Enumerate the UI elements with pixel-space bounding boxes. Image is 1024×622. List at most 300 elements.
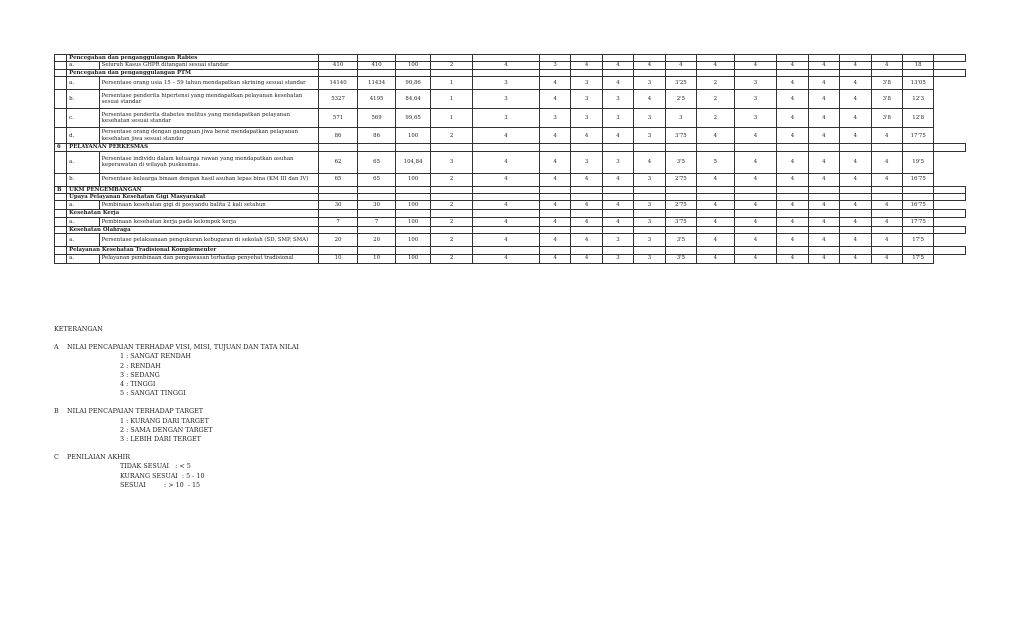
section-code	[55, 69, 67, 76]
target-value: 5327	[318, 90, 358, 109]
empty-cell	[734, 210, 777, 217]
table-row	[55, 234, 966, 247]
score-value: 3'8	[871, 90, 902, 109]
score-value: 4	[777, 77, 808, 90]
total-score: 19'5	[902, 151, 933, 173]
empty-cell	[602, 69, 633, 76]
legend-a-item: 1 : SANGAT RENDAH	[120, 352, 191, 361]
score-value: 3	[602, 109, 633, 128]
item-letter: a.	[67, 217, 99, 226]
empty-cell	[840, 210, 871, 217]
empty-cell	[431, 144, 473, 151]
empty-cell	[808, 55, 839, 62]
indicator-text: Pelayanan pembinaan dan pengawasan terhadap penyehat tradisional	[99, 254, 318, 263]
score-value: 4	[808, 151, 839, 173]
indent-cell	[55, 201, 67, 210]
percentage-value: 104,84	[395, 151, 431, 173]
empty-cell	[934, 226, 966, 233]
empty-cell	[472, 247, 539, 254]
empty-cell	[840, 226, 871, 233]
total-score: 18	[902, 62, 933, 69]
legend-c-title: PENILAIAN AKHIR	[67, 453, 131, 462]
score-value: 3	[734, 109, 777, 128]
empty-cell	[472, 55, 539, 62]
section-code: 6	[55, 144, 67, 151]
indent-cell	[55, 151, 67, 173]
score-value: 3'75	[665, 217, 696, 226]
table-body	[55, 55, 966, 264]
empty-cell	[777, 186, 808, 193]
item-letter: a.	[67, 254, 99, 263]
empty-cell	[840, 69, 871, 76]
empty-cell	[697, 55, 735, 62]
empty-cell	[634, 226, 665, 233]
empty-cell	[318, 247, 358, 254]
empty-cell	[934, 210, 966, 217]
score-value: 4	[634, 90, 665, 109]
score-value: 1	[431, 109, 473, 128]
legend-b-item: 1 : KURANG DARI TARGET	[120, 416, 209, 425]
score-value: 3	[634, 128, 665, 144]
legend-title: KETERANGAN	[54, 325, 103, 333]
indent-cell	[55, 128, 67, 144]
target-value: 62	[318, 151, 358, 173]
score-value: 4	[539, 90, 570, 109]
total-score: 17'75	[902, 128, 933, 144]
empty-cell	[395, 55, 431, 62]
score-value: 4	[871, 62, 902, 69]
total-score: 17'5	[902, 234, 933, 247]
legend-a-item: 3 : SEDANG	[120, 370, 160, 379]
empty-cell	[871, 226, 902, 233]
empty-cell	[571, 247, 602, 254]
empty-cell	[697, 144, 735, 151]
empty-cell	[602, 186, 633, 193]
empty-cell	[808, 186, 839, 193]
score-value: 4	[840, 173, 871, 186]
score-value: 4	[808, 217, 839, 226]
table-row	[55, 62, 966, 69]
section-header-row	[55, 247, 966, 254]
indent-cell	[55, 77, 67, 90]
empty-cell	[431, 194, 473, 201]
empty-cell	[777, 194, 808, 201]
section-header-row	[55, 69, 966, 76]
score-value: 4	[734, 151, 777, 173]
score-value: 3'5	[665, 151, 696, 173]
legend-a-item: 5 : SANGAT TINGGI	[120, 389, 186, 398]
empty-cell	[539, 210, 570, 217]
item-letter: a.	[67, 201, 99, 210]
empty-cell	[571, 186, 602, 193]
empty-cell	[358, 55, 396, 62]
score-value: 3	[602, 151, 633, 173]
empty-cell	[902, 186, 933, 193]
score-value: 4	[871, 151, 902, 173]
indicator-text: Persentase keluarga binaan dengan hasil asuhan lepas bina (KM III dan IV)	[99, 173, 318, 186]
section-code	[55, 194, 67, 201]
achievement-value: 410	[358, 62, 396, 69]
score-value: 3'75	[665, 128, 696, 144]
empty-cell	[602, 55, 633, 62]
empty-cell	[318, 144, 358, 151]
legend-a-title: NILAI PENCAPAIAN TERHADAP VISI, MISI, TUJUAN DAN TATA NILAI	[67, 343, 299, 352]
score-value: 2	[431, 62, 473, 69]
score-value: 4	[602, 173, 633, 186]
empty-cell	[734, 194, 777, 201]
score-value: 4	[539, 201, 570, 210]
legend-c-item: TIDAK SESUAI : < 5	[120, 462, 191, 471]
score-value: 3'5	[665, 254, 696, 263]
score-value: 3	[634, 173, 665, 186]
score-value: 3	[634, 254, 665, 263]
score-value: 4	[539, 217, 570, 226]
empty-cell	[665, 247, 696, 254]
section-header-row	[55, 210, 966, 217]
empty-cell	[871, 210, 902, 217]
item-letter: a.	[67, 151, 99, 173]
score-value: 4	[634, 62, 665, 69]
score-value: 3	[571, 90, 602, 109]
empty-cell	[934, 186, 966, 193]
table-row	[55, 109, 966, 128]
score-value: 4	[472, 234, 539, 247]
score-value: 4	[634, 151, 665, 173]
empty-cell	[318, 186, 358, 193]
score-value: 4	[602, 201, 633, 210]
section-header-row	[55, 144, 966, 151]
score-value: 3	[571, 151, 602, 173]
section-label: Pencegahan dan penganggulangan PTM	[67, 69, 319, 76]
total-score: 17'75	[902, 217, 933, 226]
score-value: 3	[634, 234, 665, 247]
empty-cell	[571, 226, 602, 233]
section-code	[55, 55, 67, 62]
score-value: 3	[431, 151, 473, 173]
empty-cell	[431, 247, 473, 254]
score-value: 4	[840, 62, 871, 69]
empty-cell	[871, 144, 902, 151]
percentage-value: 100	[395, 201, 431, 210]
legend-section-a	[54, 343, 299, 398]
score-value: 4	[734, 173, 777, 186]
achievement-value: 10	[358, 254, 396, 263]
section-code	[55, 247, 67, 254]
score-value: 4	[602, 128, 633, 144]
achievement-value: 569	[358, 109, 396, 128]
empty-cell	[697, 194, 735, 201]
empty-cell	[777, 69, 808, 76]
score-value: 4	[539, 173, 570, 186]
score-value: 2	[697, 109, 735, 128]
score-value: 4	[840, 234, 871, 247]
score-value: 4	[697, 234, 735, 247]
empty-cell	[777, 247, 808, 254]
section-label: UKM PENGEMBANGAN	[67, 186, 319, 193]
score-value: 4	[734, 62, 777, 69]
item-letter: a.	[67, 77, 99, 90]
score-value: 4	[777, 62, 808, 69]
score-value: 4	[777, 128, 808, 144]
score-value: 3	[472, 77, 539, 90]
section-header-row	[55, 226, 966, 233]
indicator-text: Pembinaan kesehatan kerja pada kelompok kerja	[99, 217, 318, 226]
empty-cell	[634, 144, 665, 151]
indent-cell	[55, 254, 67, 263]
score-value: 4	[808, 254, 839, 263]
empty-cell	[734, 226, 777, 233]
score-value: 4	[697, 128, 735, 144]
target-value: 14140	[318, 77, 358, 90]
achievement-value: 30	[358, 201, 396, 210]
empty-cell	[395, 210, 431, 217]
empty-cell	[665, 210, 696, 217]
empty-cell	[431, 186, 473, 193]
achievement-value: 20	[358, 234, 396, 247]
empty-cell	[665, 55, 696, 62]
empty-cell	[871, 194, 902, 201]
score-value: 3	[602, 234, 633, 247]
empty-cell	[934, 69, 966, 76]
score-value: 4	[840, 128, 871, 144]
score-value: 4	[734, 234, 777, 247]
empty-cell	[602, 247, 633, 254]
score-value: 3	[539, 62, 570, 69]
empty-cell	[358, 186, 396, 193]
target-value: 30	[318, 201, 358, 210]
total-score: 13'05	[902, 77, 933, 90]
item-letter: b.	[67, 90, 99, 109]
score-value: 4	[734, 128, 777, 144]
legend-a-item: 2 : RENDAH	[120, 361, 161, 370]
empty-cell	[934, 144, 966, 151]
empty-cell	[871, 247, 902, 254]
empty-cell	[934, 55, 966, 62]
empty-cell	[472, 69, 539, 76]
total-score: 16'75	[902, 173, 933, 186]
target-value: 20	[318, 234, 358, 247]
score-value: 3	[539, 109, 570, 128]
empty-cell	[634, 247, 665, 254]
empty-cell	[395, 194, 431, 201]
table-row	[55, 151, 966, 173]
achievement-value: 65	[358, 151, 396, 173]
section-code	[55, 226, 67, 233]
section-label: Upaya Pelayanan Kesehatan Gigi Masyarakat	[67, 194, 319, 201]
score-value: 4	[472, 62, 539, 69]
legend-c-item: SESUAI : > 10 - 15	[120, 480, 201, 489]
score-value: 4	[602, 62, 633, 69]
score-value: 4	[472, 173, 539, 186]
score-value: 2	[431, 234, 473, 247]
score-value: 4	[871, 201, 902, 210]
empty-cell	[472, 186, 539, 193]
indent-cell	[55, 90, 67, 109]
empty-cell	[539, 186, 570, 193]
empty-cell	[602, 144, 633, 151]
indicator-text: Persentase orang usia 15 – 59 tahun mendapatkan skrining sesuai standar	[99, 77, 318, 90]
empty-cell	[871, 69, 902, 76]
score-value: 3	[571, 77, 602, 90]
total-score: 12'3	[902, 90, 933, 109]
empty-cell	[777, 226, 808, 233]
score-value: 3'8	[871, 77, 902, 90]
achievement-value: 4195	[358, 90, 396, 109]
item-letter: d.	[67, 128, 99, 144]
score-value: 2'75	[665, 173, 696, 186]
percentage-value: 100	[395, 173, 431, 186]
target-value: 410	[318, 62, 358, 69]
score-value: 4	[871, 128, 902, 144]
empty-cell	[734, 144, 777, 151]
score-value: 4	[808, 62, 839, 69]
score-value: 4	[734, 201, 777, 210]
section-header-row	[55, 186, 966, 193]
score-value: 3	[665, 109, 696, 128]
score-value: 4	[777, 217, 808, 226]
empty-cell	[902, 69, 933, 76]
empty-cell	[808, 69, 839, 76]
score-value: 2	[431, 173, 473, 186]
empty-cell	[697, 247, 735, 254]
empty-cell	[665, 226, 696, 233]
empty-cell	[318, 194, 358, 201]
score-value: 4	[777, 90, 808, 109]
score-value: 4	[808, 90, 839, 109]
empty-cell	[665, 69, 696, 76]
score-value: 4	[840, 109, 871, 128]
item-letter: b.	[67, 173, 99, 186]
empty-cell	[777, 144, 808, 151]
empty-cell	[697, 69, 735, 76]
empty-cell	[734, 247, 777, 254]
score-value: 4	[840, 201, 871, 210]
empty-cell	[472, 210, 539, 217]
score-value: 4	[871, 173, 902, 186]
score-value: 4	[734, 254, 777, 263]
score-value: 4	[734, 217, 777, 226]
score-value: 4	[472, 254, 539, 263]
score-value: 3	[734, 90, 777, 109]
table-row	[55, 128, 966, 144]
score-value: 4	[697, 173, 735, 186]
table-row	[55, 90, 966, 109]
achievement-value: 7	[358, 217, 396, 226]
section-header-row	[55, 55, 966, 62]
empty-cell	[634, 55, 665, 62]
empty-cell	[840, 144, 871, 151]
empty-cell	[472, 194, 539, 201]
legend-a-letter: A	[54, 343, 59, 352]
score-value: 3	[734, 77, 777, 90]
item-letter: a.	[67, 62, 99, 69]
legend	[54, 325, 299, 490]
target-value: 10	[318, 254, 358, 263]
empty-cell	[431, 210, 473, 217]
empty-cell	[665, 144, 696, 151]
empty-cell	[902, 210, 933, 217]
percentage-value: 100	[395, 217, 431, 226]
score-value: 1	[431, 77, 473, 90]
percentage-value: 100	[395, 62, 431, 69]
score-value: 4	[777, 173, 808, 186]
legend-b-item: 2 : SAMA DENGAN TARGET	[120, 425, 213, 434]
score-value: 4	[777, 109, 808, 128]
indicator-text: Persentase penderita diabetes melitus yang mendapatkan pelayanan kesehatan sesuai standar	[99, 109, 318, 128]
empty-cell	[697, 226, 735, 233]
score-value: 4	[840, 217, 871, 226]
empty-cell	[777, 210, 808, 217]
empty-cell	[539, 144, 570, 151]
empty-cell	[634, 210, 665, 217]
section-header-row	[55, 194, 966, 201]
achievement-value: 11434	[358, 77, 396, 90]
empty-cell	[808, 144, 839, 151]
empty-cell	[395, 186, 431, 193]
score-value: 2	[697, 90, 735, 109]
indicator-text: Persentase individu dalam keluarga rawan yang mendapatkan asuhan keperawatan di wilayah puskesmas.	[99, 151, 318, 173]
score-value: 4	[571, 217, 602, 226]
empty-cell	[472, 144, 539, 151]
score-value: 2	[431, 217, 473, 226]
score-value: 3	[634, 77, 665, 90]
score-value: 4	[808, 128, 839, 144]
score-value: 4	[777, 254, 808, 263]
empty-cell	[539, 226, 570, 233]
empty-cell	[902, 194, 933, 201]
empty-cell	[665, 194, 696, 201]
empty-cell	[902, 247, 933, 254]
score-value: 4	[808, 234, 839, 247]
score-value: 4	[571, 234, 602, 247]
score-value: 4	[808, 173, 839, 186]
total-score: 16'75	[902, 201, 933, 210]
empty-cell	[358, 194, 396, 201]
empty-cell	[602, 194, 633, 201]
empty-cell	[358, 69, 396, 76]
table-row	[55, 173, 966, 186]
score-value: 1	[431, 90, 473, 109]
empty-cell	[571, 194, 602, 201]
empty-cell	[697, 186, 735, 193]
score-value: 4	[539, 151, 570, 173]
score-value: 3'25	[665, 77, 696, 90]
score-value: 3'5	[665, 234, 696, 247]
empty-cell	[808, 194, 839, 201]
score-value: 3	[472, 109, 539, 128]
empty-cell	[431, 226, 473, 233]
empty-cell	[840, 186, 871, 193]
score-value: 4	[840, 90, 871, 109]
score-value: 4	[697, 217, 735, 226]
section-code	[55, 210, 67, 217]
empty-cell	[431, 55, 473, 62]
score-value: 3	[634, 109, 665, 128]
indicator-text: Seluruh Kasus GHPR ditangani sesuai standar	[99, 62, 318, 69]
empty-cell	[934, 194, 966, 201]
indicator-text: Persentase orang dengan gangguan jiwa berat mendapatkan pelayanan kesehatan jiwa sesuai standar	[99, 128, 318, 144]
empty-cell	[395, 144, 431, 151]
score-value: 4	[808, 201, 839, 210]
empty-cell	[395, 69, 431, 76]
legend-b-item: 3 : LEBIH DARI TERGET	[120, 435, 201, 444]
score-value: 4	[840, 151, 871, 173]
empty-cell	[840, 194, 871, 201]
empty-cell	[318, 69, 358, 76]
total-score: 12'8	[902, 109, 933, 128]
indicator-text: Pembinaan kesehatan gigi di posyandu balita 2 kali setahun	[99, 201, 318, 210]
legend-section-c	[54, 453, 299, 490]
